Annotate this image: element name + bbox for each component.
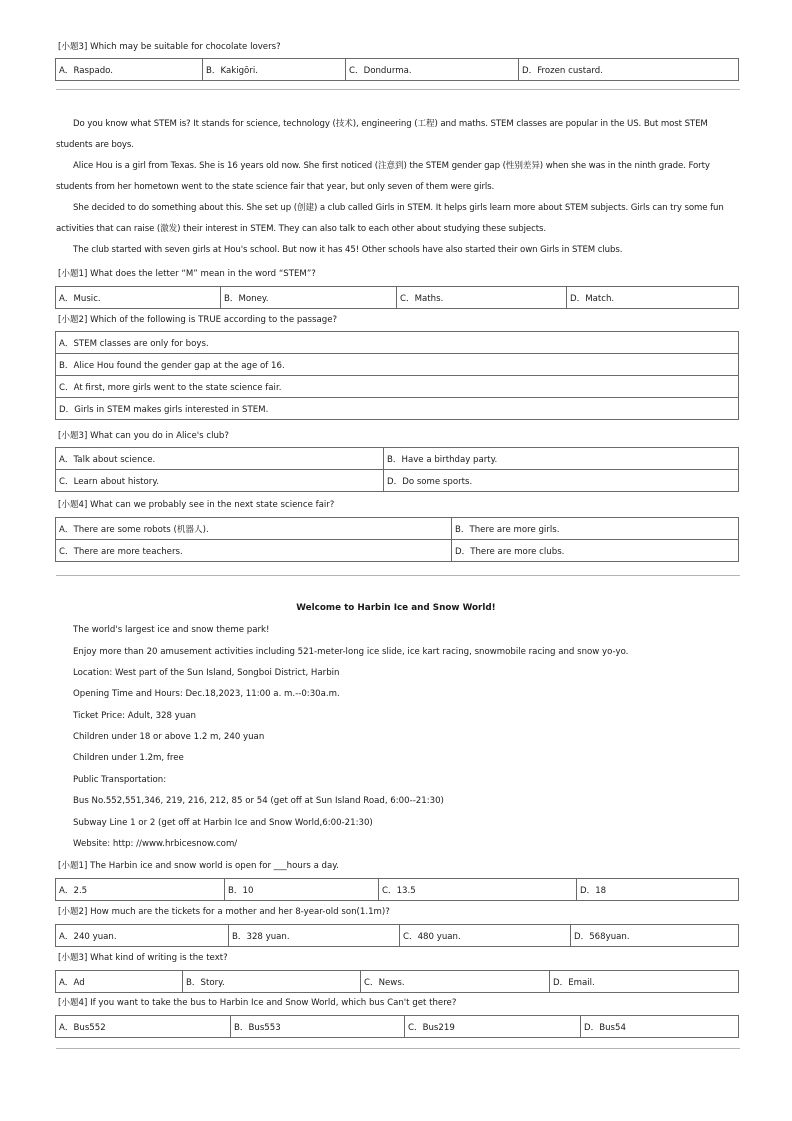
option-b[interactable]: B．Have a birthday party. <box>384 448 739 470</box>
option-a[interactable]: A．STEM classes are only for boys. <box>56 332 739 354</box>
option-c[interactable]: C．480 yuan. <box>400 925 571 947</box>
option-c[interactable]: C．Bus219 <box>405 1016 581 1038</box>
option-a[interactable]: A．Bus552 <box>56 1016 231 1038</box>
option-a[interactable]: A．Raspado. <box>56 59 203 81</box>
option-a[interactable]: A．240 yuan. <box>56 925 229 947</box>
options-table <box>55 331 739 420</box>
option-a[interactable]: A．2.5 <box>56 879 225 901</box>
passage-paragraph: The club started with seven girls at Hou's school. But now it has 45! Other schools have also started their own Girls in STEM clubs. <box>73 245 623 255</box>
option-d[interactable]: D．Match. <box>567 287 739 309</box>
question-stem: [小题4] If you want to take the bus to Harbin Ice and Snow World, which bus Can't get there? <box>58 998 457 1008</box>
option-b[interactable]: B．Story. <box>183 971 361 993</box>
option-d[interactable]: D．There are more clubs. <box>452 540 739 562</box>
question-stem: [小题3] What can you do in Alice's club? <box>58 431 229 441</box>
option-c[interactable]: C．There are more teachers. <box>56 540 452 562</box>
ad-line: Website: http: //www.hrbicesnow.com/ <box>73 839 238 849</box>
question-stem: [小题1] The Harbin ice and snow world is open for ___hours a day. <box>58 861 339 871</box>
option-c[interactable]: C．At first, more girls went to the state science fair. <box>56 376 739 398</box>
option-b[interactable]: B．There are more girls. <box>452 518 739 540</box>
options-table <box>55 878 739 901</box>
section-divider <box>56 1048 740 1049</box>
option-d[interactable]: D．Bus54 <box>581 1016 739 1038</box>
passage <box>56 114 740 261</box>
question-stem: [小题2] How much are the tickets for a mother and her 8-year-old son(1.1m)? <box>58 907 390 917</box>
options-table <box>55 970 739 993</box>
options-table <box>55 1015 739 1038</box>
question-stem: [小题3] Which may be suitable for chocolate lovers? <box>58 42 281 52</box>
option-b[interactable]: B．Kakigōri. <box>203 59 346 81</box>
ad-line: Bus No.552,551,346, 219, 216, 212, 85 or 54 (get off at Sun Island Road, 6:00--21:30) <box>73 796 444 806</box>
options-table <box>55 447 739 492</box>
option-c[interactable]: C．Maths. <box>397 287 567 309</box>
option-b[interactable]: B．328 yuan. <box>229 925 400 947</box>
option-c[interactable]: C．13.5 <box>379 879 577 901</box>
passage-paragraph: Do you know what STEM is? It stands for science, technology (技术), engineering (工程) and maths. STEM classes are popular in the US. But most STEM students are boys. <box>56 119 708 150</box>
option-b[interactable]: B．10 <box>225 879 379 901</box>
option-b[interactable]: B．Money. <box>221 287 397 309</box>
ad-line: Children under 18 or above 1.2 m, 240 yuan <box>73 732 265 742</box>
ad-line: Ticket Price: Adult, 328 yuan <box>73 711 196 721</box>
option-a[interactable]: A．Music. <box>56 287 221 309</box>
ad-line: Enjoy more than 20 amusement activities including 521-meter-long ice slide, ice kart racing, snowmobile racing and snow yo-yo. <box>73 647 629 657</box>
passage-paragraph: Alice Hou is a girl from Texas. She is 16 years old now. She first noticed (注意到) the STEM gender gap (性别差异) when she was in the ninth grade. Forty students from her hometown went to the state science fair that year, but only seven of them were girls. <box>56 161 710 192</box>
section-divider <box>56 89 740 90</box>
option-d[interactable]: D．Email. <box>550 971 739 993</box>
option-b[interactable]: B．Alice Hou found the gender gap at the age of 16. <box>56 354 739 376</box>
options-table <box>55 924 739 947</box>
ad-line: Children under 1.2m, free <box>73 753 184 763</box>
question-stem: [小题2] Which of the following is TRUE according to the passage? <box>58 315 338 325</box>
option-a[interactable]: A．Ad <box>56 971 183 993</box>
option-d[interactable]: D．Frozen custard. <box>519 59 739 81</box>
option-a[interactable]: A．Talk about science. <box>56 448 384 470</box>
ad-line: Location: West part of the Sun Island, Songboi District, Harbin <box>73 668 340 678</box>
option-c[interactable]: C．News. <box>361 971 550 993</box>
option-d[interactable]: D．Girls in STEM makes girls interested in STEM. <box>56 398 739 420</box>
option-d[interactable]: D．Do some sports. <box>384 470 739 492</box>
option-a[interactable]: A．There are some robots (机器人). <box>56 518 452 540</box>
ad-line: Public Transportation: <box>73 775 167 785</box>
options-table <box>55 286 739 309</box>
ad-title: Welcome to Harbin Ice and Snow World! <box>296 603 496 613</box>
ad-line: The world's largest ice and snow theme park! <box>73 625 270 635</box>
option-c[interactable]: C．Dondurma. <box>346 59 519 81</box>
option-b[interactable]: B．Bus553 <box>231 1016 405 1038</box>
question-stem: [小题4] What can we probably see in the next state science fair? <box>58 500 335 510</box>
question-stem: [小题3] What kind of writing is the text? <box>58 953 228 963</box>
option-d[interactable]: D．568yuan. <box>571 925 739 947</box>
options-table <box>55 517 739 562</box>
section-divider <box>56 575 740 576</box>
option-d[interactable]: D．18 <box>577 879 739 901</box>
ad-line: Subway Line 1 or 2 (get off at Harbin Ice and Snow World,6:00-21:30) <box>73 818 373 828</box>
option-c[interactable]: C．Learn about history. <box>56 470 384 492</box>
passage-paragraph: She decided to do something about this. She set up (创建) a club called Girls in STEM. It helps girls learn more about STEM subjects. Girls can try some fun activities that can raise (激发) their interest in STEM. They can also talk to each other about studying these subjects. <box>56 203 724 234</box>
question-stem: [小题1] What does the letter “M” mean in the word “STEM”? <box>58 269 316 279</box>
ad-line: Opening Time and Hours: Dec.18,2023, 11:00 a. m.--0:30a.m. <box>73 689 340 699</box>
options-table <box>55 58 739 81</box>
